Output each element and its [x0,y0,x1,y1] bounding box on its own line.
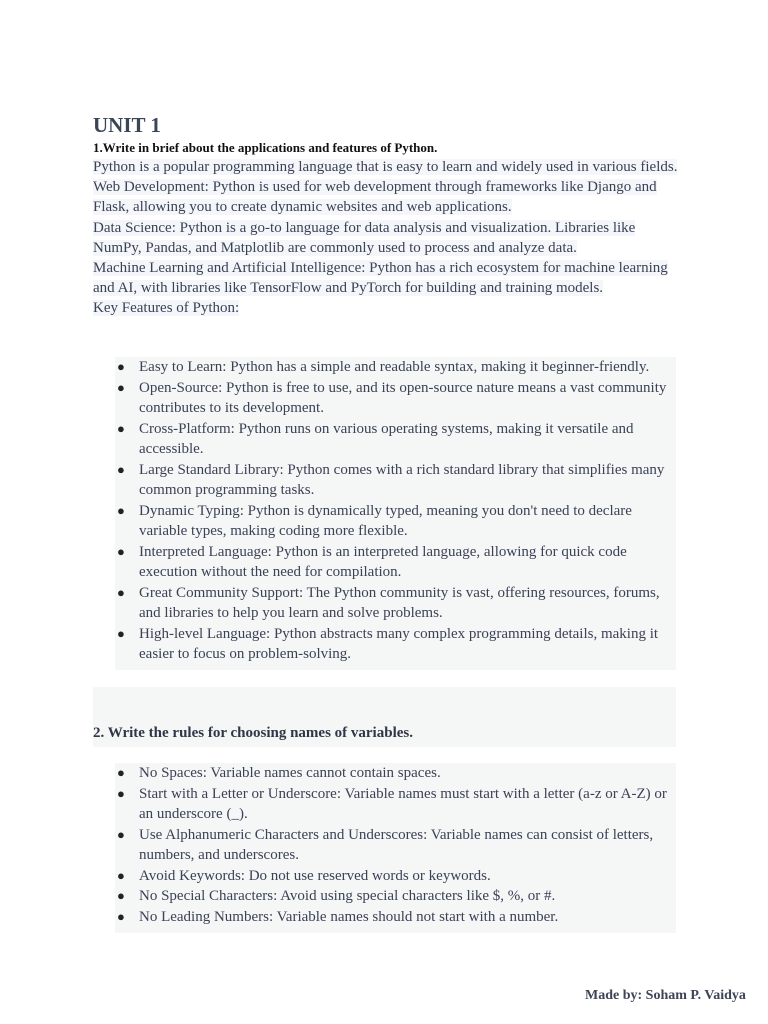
paragraph-machine-learning: Machine Learning and Artificial Intelligence: Python has a rich ecosystem for machine learning and AI, with libraries like TensorFlow and PyTorch for building and training models. [93,260,668,297]
list-item: ● Dynamic Typing: Python is dynamically typed, meaning you don't need to declare variable types, making coding more flexible. [117,502,632,539]
bullet-icon: ● [117,502,125,518]
bullet-icon: ● [117,888,125,903]
list-item: ● Large Standard Library: Python comes with a rich standard library that simplifies many common programming tasks. [117,461,665,498]
features-list [115,357,676,670]
list-item: ● No Special Characters: Avoid using special characters like $, %, or #. [115,886,676,907]
bullet-icon: ● [117,908,125,924]
paragraph-web-development: Web Development: Python is used for web development through frameworks like Django and Flask, allowing you to create dynamic websites and web applications. [93,179,657,216]
bullet-icon: ● [117,420,125,436]
variable-rules-list [115,763,676,933]
list-item: ● Avoid Keywords: Do not use reserved words or keywords. [115,866,676,887]
paragraph-data-science: Data Science: Python is a go-to language for data analysis and visualization. Libraries like NumPy, Pandas, and Matplotlib are commonly used to process and analyze data. [93,219,636,256]
bullet-icon: ● [117,867,125,883]
list-item: ● No Leading Numbers: Variable names should not start with a number. [115,907,676,928]
list-item: ● Great Community Support: The Python community is vast, offering resources, forums, and libraries to help you learn and solve problems. [117,584,660,621]
list-item: ● Use Alphanumeric Characters and Underscores: Variable names can consist of letters, numbers, and underscores. [117,826,654,863]
bullet-icon: ● [117,584,125,600]
unit-title: UNIT 1 [93,113,161,137]
list-item: ● No Spaces: Variable names cannot contain spaces. [115,763,676,784]
paragraph-key-features-heading: Key Features of Python: [93,300,240,317]
list-item: ● Interpreted Language: Python is an interpreted language, allowing for quick code execution without the need for compilation. [117,543,627,580]
bullet-icon: ● [117,543,125,559]
bullet-icon: ● [117,461,125,477]
list-item: ● Start with a Letter or Underscore: Variable names must start with a letter (a-z or A-Z) or an underscore (_). [117,785,667,822]
bullet-icon: ● [117,785,125,801]
author-credit: Made by: Soham P. Vaidya [585,988,746,1003]
list-item: ● High-level Language: Python abstracts many complex programming details, making it easier to focus on problem-solving. [117,625,659,662]
question-1-answer [93,157,683,319]
bullet-icon: ● [117,625,125,641]
bullet-icon: ● [117,379,125,395]
bullet-icon: ● [117,765,125,780]
list-item: ● Easy to Learn: Python has a simple and readable syntax, making it beginner-friendly. [115,357,676,378]
question-1-heading: 1.Write in brief about the applications and features of Python. [93,140,438,155]
list-item: ● Cross-Platform: Python runs on various operating systems, making it versatile and accessible. [117,420,634,457]
bullet-icon: ● [117,826,125,842]
paragraph-intro: Python is a popular programming language that is easy to learn and widely used in various fields. [93,159,678,175]
list-item: ● Open-Source: Python is free to use, and its open-source nature means a vast community contributes to its development. [117,379,667,416]
bullet-icon: ● [117,359,125,374]
question-2-heading: 2. Write the rules for choosing names of variables. [93,725,413,741]
